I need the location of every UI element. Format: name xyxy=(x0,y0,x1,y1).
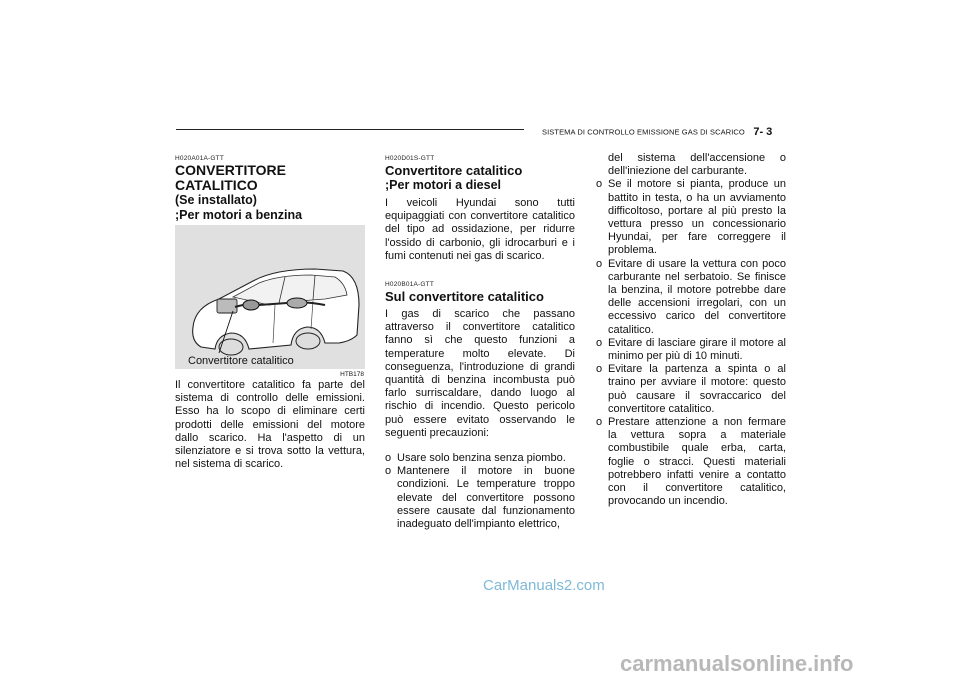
body-paragraph: Il convertitore catalitico fa parte del sistema di controllo delle emissioni. Esso ha lo scopo di eliminare certi prodotti delle emissioni del motore dallo scarico. Ha l'aspetto di un silenziatore e si trova sotto la vettura, nel sistema di scarico. xyxy=(175,379,365,471)
continuation-text: del sistema dell'accensione o dell'iniezione del carburante. xyxy=(608,152,786,178)
list-item: o Evitare di lasciare girare il motore al minimo per più di 10 minuti. xyxy=(596,336,786,363)
page-header xyxy=(542,123,790,141)
list-item: o Prestare attenzione a non fermare la vettura sopra a materiale combustibile quale erba, carta, foglie o stracci. Questi materiali potrebbero infatti venire a contatto con il convertitore catalitico, provocando un incendio. xyxy=(596,416,786,508)
section-code: H020A01A-GTT xyxy=(175,155,225,162)
list-item: o Evitare la partenza a spinta o al traino per avviare il motore: questo può causare il sovraccarico del convertitore catalitico. xyxy=(596,363,786,415)
list-item: o Usare solo benzina senza piombo. xyxy=(385,452,566,465)
body-paragraph: I gas di scarico che passano attraverso il convertitore catalitico fanno sì che questo funzioni a temperature molto elevate. Di conseguenza, l'introduzione di grandi quantità di benzina incombusta può farlo surriscaldare, dando luogo al rischio di incendio. Questo pericolo può essere evitato osservando le seguenti precauzioni: xyxy=(385,308,575,439)
page-number: 7- 3 xyxy=(753,125,773,138)
precautions-list xyxy=(385,452,575,531)
list-item: o Evitare di usare la vettura con poco carburante nel serbatoio. Se finisce la benzina, il motore potrebbe dare delle accensioni irregolari, con un eccessivo carico del convertitore catalitico. xyxy=(596,257,786,336)
section-heading-line: (Se installato) xyxy=(175,193,257,207)
column-1 xyxy=(175,155,365,471)
section-heading-line: ;Per motori a diesel xyxy=(385,178,502,192)
list-item: o Mantenere il motore in buone condizioni. Le temperature troppo elevate del convertitore possono essere causate dal funzionamento inadeguato dell'impianto elettrico, xyxy=(385,465,575,531)
body-paragraph: I veicoli Hyundai sono tutti equipaggiati con convertitore catalitico del tipo ad ossidazione, per ridurre l'ossido di carbonio, gli idrocarburi e i fumi contenuti nei gas di scarico. xyxy=(385,197,575,262)
list-item: o Se il motore si pianta, produce un battito in testa, o ha un avviamento difficoltoso, portare al più presto la vettura presso un concessionario Hyundai, per fare correggere il problema. xyxy=(596,178,786,257)
header-rule xyxy=(176,129,524,130)
figure-code: HTB178 xyxy=(340,370,364,378)
precautions-list-continued xyxy=(596,178,786,508)
figure-caption: Convertitore catalitico xyxy=(188,355,294,367)
section-code: H020B01A-GTT xyxy=(385,281,435,289)
section-heading-line: ;Per motori a benzina xyxy=(175,208,303,222)
watermark-carmanuals2[interactable]: CarManuals2.com xyxy=(483,577,605,594)
section-code: H020D01S-GTT xyxy=(385,155,435,162)
section-heading: Sul convertitore catalitico xyxy=(385,289,544,305)
section-heading-line: CONVERTITORE CATALITICO xyxy=(175,162,286,193)
watermark-carmanualsonline[interactable]: carmanualsonline.info xyxy=(620,651,854,676)
car-drawing xyxy=(175,225,365,369)
header-title: SISTEMA DI CONTROLLO EMISSIONE GAS DI SCARICO xyxy=(542,127,745,137)
column-2 xyxy=(385,155,575,531)
car-illustration xyxy=(175,225,365,378)
column-3 xyxy=(596,152,786,508)
section-heading-line: Convertitore catalitico xyxy=(385,163,523,178)
